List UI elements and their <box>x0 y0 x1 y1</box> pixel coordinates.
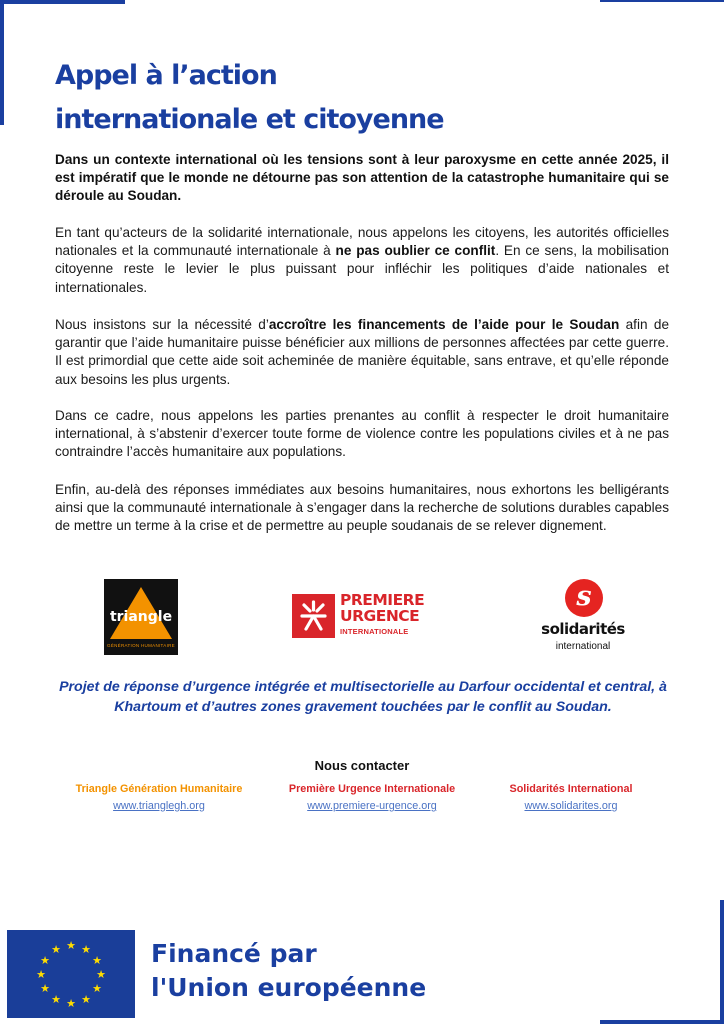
p2-emphasis: accroître les financements de l’aide pour le Soudan <box>268 317 620 332</box>
eu-funding-line-1: Financé par <box>151 939 317 968</box>
svg-text:★: ★ <box>51 993 61 1006</box>
svg-text:★: ★ <box>40 954 50 967</box>
pui-logo-line-1: PREMIERE <box>340 591 425 609</box>
contact-website-link[interactable]: www.premiere-urgence.org <box>307 800 437 812</box>
page-title <box>55 54 615 142</box>
contact-triangle <box>49 783 269 814</box>
pui-emblem-icon <box>292 594 335 638</box>
svg-text:★: ★ <box>36 968 46 981</box>
contact-website-link[interactable]: www.solidarites.org <box>524 800 618 812</box>
project-description: Projet de réponse d’urgence intégrée et multisectorielle au Darfour occidental et central, à Khartoum et d’autres zones gravement touchées par le conflit au Soudan. <box>59 679 667 715</box>
contact-org-name: Solidarités International <box>509 783 633 795</box>
pui-logo-line-2: URGENCE <box>340 607 420 625</box>
contact-website-link[interactable]: www.trianglegh.org <box>113 800 205 812</box>
lead-paragraph: Dans un contexte international où les tensions sont à leur paroxysme en cette année 2025, il est impératif que le monde ne détourne pas son attention de la catastrophe humanitaire qui se déroule au Soudan. <box>55 152 669 204</box>
corner-frame-top-right <box>600 0 724 2</box>
svg-text:★: ★ <box>40 982 50 995</box>
solidarites-circle-icon: s <box>565 579 603 617</box>
corner-frame-top-left-horizontal <box>0 0 125 4</box>
contact-heading: Nous contacter <box>314 758 410 773</box>
contact-org-name: Triangle Génération Humanitaire <box>75 783 243 795</box>
solidarites-logo-sub: international <box>555 641 611 652</box>
pui-logo-line-3: INTERNATIONALE <box>340 627 409 636</box>
p1-emphasis: ne pas oublier ce conflit <box>335 243 496 259</box>
paragraph-4: Enfin, au-delà des réponses immédiates aux besoins humanitaires, nous exhortons les belligérants ainsi que la communauté internationale à s’engager dans la recherche de solutions durables capables de mettre un terme à la crise et de permettre au peuple soudanais de se relever dignement. <box>55 482 669 534</box>
triangle-logo <box>104 579 178 655</box>
corner-frame-bottom-right-horizontal <box>600 1020 724 1024</box>
paragraph-3: Dans ce cadre, nous appelons les parties prenantes au conflit à respecter le droit humanitaire international, à s’abstenir d’exercer toute forme de violence contre les populations civiles et à ne pas contraindre l’accès humanitaire aux populations. <box>55 408 669 460</box>
svg-text:★: ★ <box>81 993 91 1006</box>
contact-premiere-urgence <box>262 783 482 814</box>
premiere-urgence-logo <box>292 591 434 641</box>
solidarites-logo <box>530 579 636 655</box>
contact-solidarites <box>461 783 681 814</box>
svg-text:★: ★ <box>96 968 106 981</box>
solidarites-logo-name: solidarités <box>541 620 625 638</box>
svg-text:★: ★ <box>66 997 76 1010</box>
svg-text:★: ★ <box>51 943 61 956</box>
triangle-logo-word: triangle <box>109 609 173 625</box>
paragraph-2: Nous insistons sur la nécessité d’accroître les financements de l’aide pour le Soudan afin de garantir que l’aide humanitaire puisse bénéficier aux millions de personnes affectées par cette guerre. Il est primordial que cette aide soit acheminée de manière équitable, sans entrave, et qu’elle réponde aux besoins les plus urgents. <box>55 317 670 387</box>
svg-text:★: ★ <box>92 954 102 967</box>
corner-frame-top-left-vertical <box>0 0 4 125</box>
eu-funding-line-2: l'Union européenne <box>151 973 427 1002</box>
title-line-1: Appel à l’action <box>55 60 277 91</box>
paragraph-1: En tant qu’acteurs de la solidarité internationale, nous appelons les citoyens, les autorités officielles nationales et la communauté internationale à ne pas oublier ce conflit. En ce sens, la mobilisation citoyenne reste le levier le plus puissant pour infléchir les politiques d’aide nationales et internationales. <box>55 225 669 295</box>
eu-flag-icon <box>7 930 135 1018</box>
corner-frame-bottom-right-vertical <box>720 900 724 1024</box>
title-line-2: internationale et citoyenne <box>55 104 444 135</box>
svg-text:★: ★ <box>66 939 76 952</box>
triangle-logo-tagline: GÉNÉRATION HUMANITAIRE <box>107 643 175 648</box>
svg-text:★: ★ <box>81 943 91 956</box>
svg-text:★: ★ <box>92 982 102 995</box>
eu-funding-statement <box>151 937 426 1005</box>
contact-org-name: Première Urgence Internationale <box>288 783 456 795</box>
